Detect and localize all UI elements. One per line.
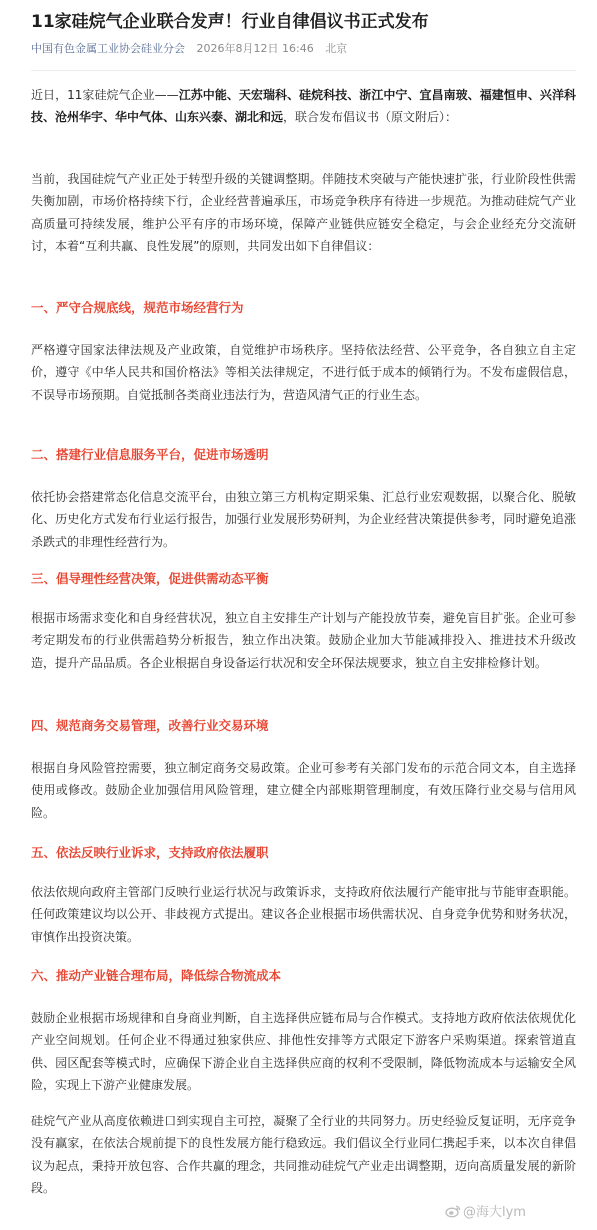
- article-datetime: 2026年8月12日 16:46: [196, 42, 314, 55]
- intro-companies: 江苏中能、天宏瑞科、硅烷科技、浙江中宁、宜昌南玻、福建恒申、兴洋科技、沧州华宇、华中气体、山东兴泰、湖北和远: [31, 88, 576, 125]
- header-divider: [31, 70, 576, 71]
- intro-suffix: ，联合发布倡议书（原文附后）：: [283, 110, 458, 125]
- intro-paragraph: [31, 84, 576, 152]
- section-4-heading: 四、规范商务交易管理，改善行业交易环境: [31, 718, 269, 733]
- section-3-heading: 三、倡导理性经营决策，促进供需动态平衡: [31, 571, 269, 586]
- weibo-logo-icon: [445, 1204, 461, 1218]
- section-1-heading: 一、严守合规底线，规范市场经营行为: [31, 300, 244, 315]
- section-3-body: 根据市场需求变化和自身经营状况，独立自主安排生产计划与产能投放节奏，避免盲目扩张。企业可参考定期发布的行业供需趋势分析报告，独立作出决策。鼓励企业加大节能减排投入、推进技术升级改造，提升产品品质。各企业根据自身设备运行状况和安全环保法规要求，独立自主安排检修计划。: [31, 611, 576, 670]
- article-meta: [31, 41, 355, 57]
- section-2-heading: 二、搭建行业信息服务平台，促进市场透明: [31, 447, 269, 462]
- section-5-heading: 五、依法反映行业诉求，支持政府依法履职: [31, 845, 269, 860]
- section-6-body: 鼓励企业根据市场规律和自身商业判断，自主选择供应链布局与合作模式。支持地方政府依法依规优化产业空间规划。任何企业不得通过独家供应、排他性安排等方式限定下游客户采购渠道。探索管道直供、园区配套等模式时，应确保下游企业自主选择供应商的权利不受限制，降低物流成本与运输安全风险，实现上下游产业健康发展。: [31, 1011, 576, 1093]
- article-source[interactable]: 中国有色金属工业协会硅业分会: [31, 42, 185, 55]
- intro-prefix: 近日，11家硅烷气企业——: [31, 88, 179, 102]
- watermark-text: @海大lym: [463, 1205, 526, 1220]
- section-6-heading: 六、推动产业链合理布局，降低综合物流成本: [31, 968, 282, 983]
- closing-paragraph: 硅烷气产业从高度依赖进口到实现自主可控，凝聚了全行业的共同努力。历史经验反复证明，无序竞争没有赢家，在依法合规前提下的良性发展方能行稳致远。我们倡议全行业同仁携起手来，以本次自律倡议为起点，秉持开放包容、合作共赢的理念，共同推动硅烷气产业走出调整期，迈向高质量发展的新阶段。: [31, 1114, 576, 1196]
- section-1-body: 严格遵守国家法律法规及产业政策，自觉维护市场秩序。坚持依法经营、公平竞争，各自独立自主定价，遵守《中华人民共和国价格法》等相关法律规定，不进行低于成本的倾销行为。不发布虚假信息，不误导市场预期。自觉抵制各类商业违法行为，营造风清气正的行业生态。: [31, 343, 576, 402]
- article-location: 北京: [325, 42, 348, 55]
- article-title: 11家硅烷气企业联合发声！行业自律倡议书正式发布: [31, 12, 429, 32]
- section-4-body: 根据自身风险管控需要，独立制定商务交易政策。企业可参考有关部门发布的示范合同文本，自主选择使用或修改。鼓励企业加强信用风险管理，建立健全内部账期管理制度，有效压降行业交易与信用风险。: [31, 761, 576, 820]
- weibo-watermark: [445, 1203, 526, 1223]
- preamble-paragraph: 当前，我国硅烷气产业正处于转型升级的关键调整期。伴随技术突破与产能快速扩张，行业阶段性供需失衡加剧，市场价格持续下行，企业经营普遍承压，市场竞争秩序有待进一步规范。为推动硅烷气产业高质量可持续发展，维护公平有序的市场环境，保障产业链供应链安全稳定，与会企业经充分交流研讨，本着“互利共赢、良性发展”的原则，共同发出如下自律倡议：: [31, 172, 576, 254]
- section-5-body: 依法依规向政府主管部门反映行业运行状况与政策诉求，支持政府依法履行产能审批与节能审查职能。任何政策建议均以公开、非歧视方式提出。建议各企业根据市场供需状况、自身竞争优势和财务状况，审慎作出投资决策。: [31, 885, 576, 944]
- section-2-body: 依托协会搭建常态化信息交流平台，由独立第三方机构定期采集、汇总行业宏观数据，以聚合化、脱敏化、历史化方式发布行业运行报告，加强行业发展形势研判，为企业经营决策提供参考，同时避免追涨杀跌式的非理性经营行为。: [31, 490, 576, 549]
